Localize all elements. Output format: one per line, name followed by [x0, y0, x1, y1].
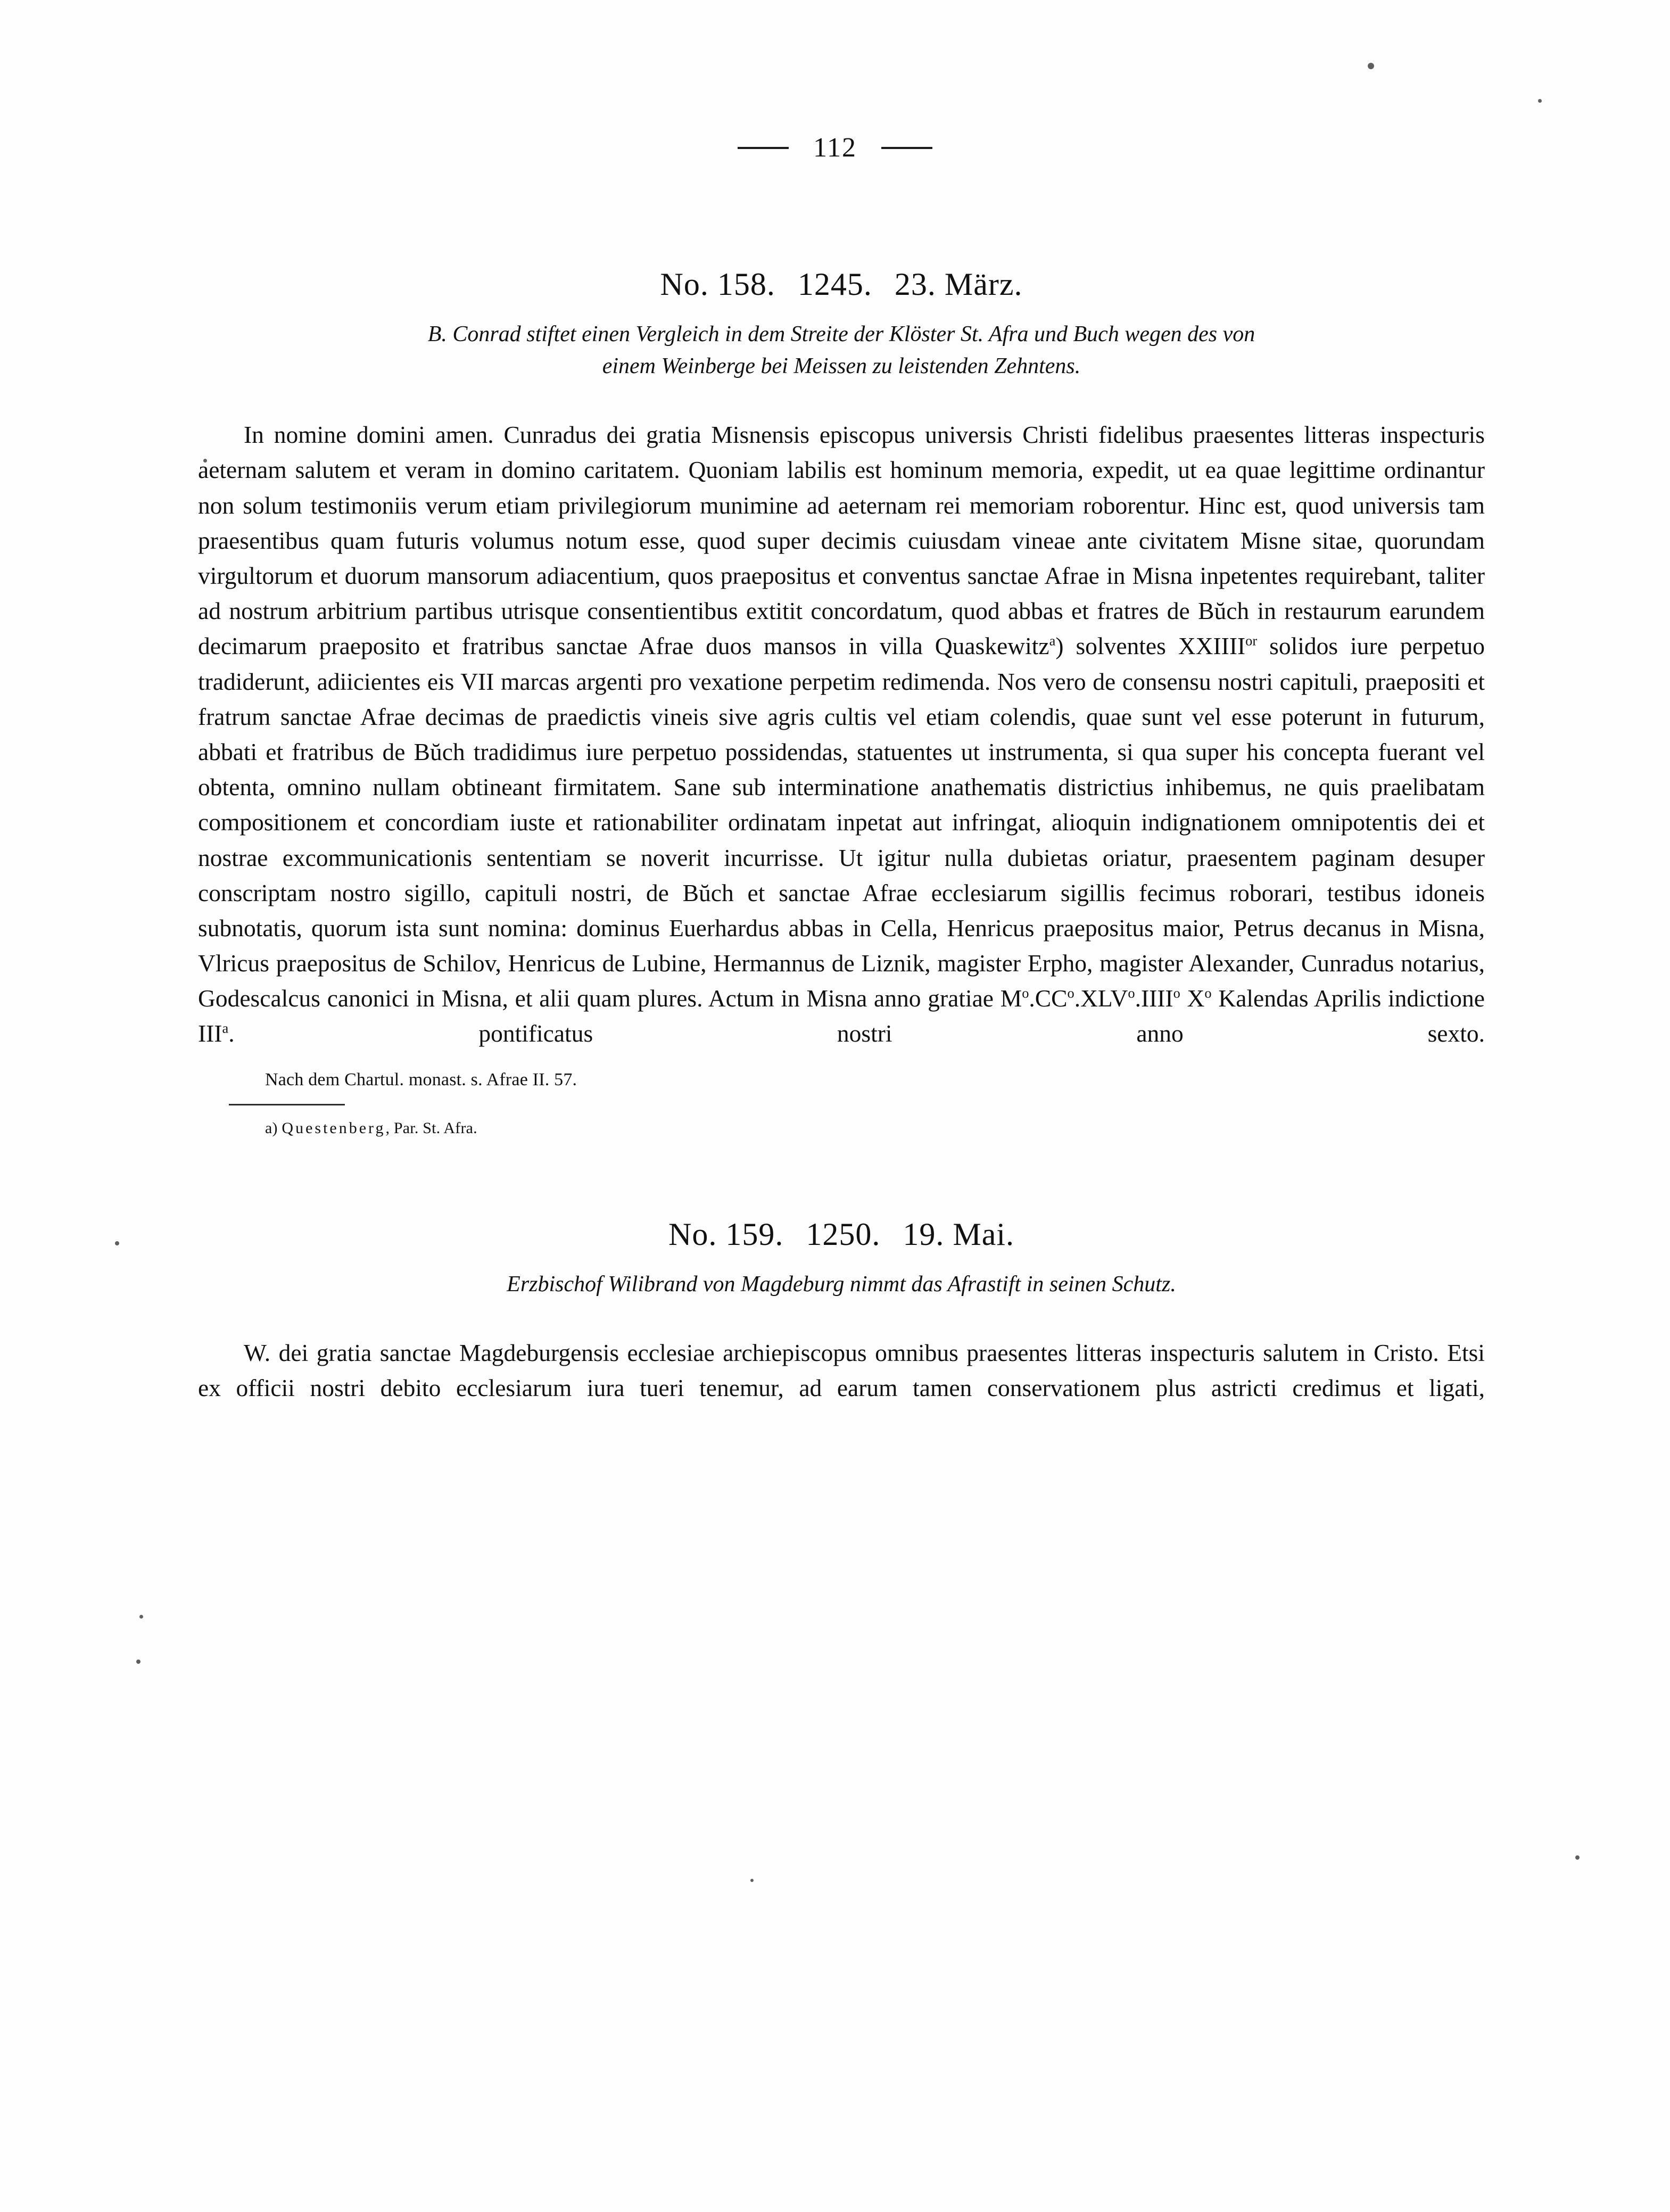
regest-line: B. Conrad stiftet einen Vergleich in dem Streite der Klöster St. Afra und Buch wegen des von	[427, 322, 1255, 346]
entry-regest-159	[198, 1269, 1485, 1301]
footnote-marker: a)	[265, 1119, 278, 1137]
scan-speck	[1368, 63, 1374, 69]
head-rule-right	[881, 147, 932, 149]
source-note-158: Nach dem Chartul. monast. s. Afrae II. 57.	[265, 1069, 577, 1090]
entry-date: 23. März.	[894, 267, 1023, 302]
entry-number: No. 159.	[668, 1216, 784, 1252]
entry-regest-158	[198, 319, 1485, 382]
regest-line: Erzbischof Wilibrand von Magdeburg nimmt das Afrastift in seinen Schutz.	[507, 1272, 1176, 1297]
entry-number: No. 158.	[660, 267, 775, 302]
scan-speck	[136, 1660, 140, 1664]
entry-body-158: In nomine domini amen. Cunradus dei gratia Misnensis episcopus universis Christi fidelibus praesentes litteras inspecturis aeternam salutem et veram in domino caritatem. Quoniam labilis est hominum memoria, expedit, ut ea quae legittime ordinantur non solum testimoniis verum etiam privilegiorum munimine ad aeternam rei memoriam roborentur. Hinc est, quod universis tam praesentibus quam futuris volumus notum esse, quod super decimis cuiusdam vineae ante civitatem Misne sitae, quorundam virgultorum et duorum mansorum adiacentium, quos praepositus et conventus sanctae Afrae in Misna inpetentes requirebant, taliter ad nostrum arbitrium partibus utrisque consentientibus extitit concordatum, quod abbas et fratres de Bŭch in restaurum earundem decimarum praeposito et fratribus sanctae Afrae duos mansos in villa Quaskewitz$^a$) solventes $XXIIII^{or}$ solidos iure perpetuo tradiderunt, adiicientes eis VII marcas argenti pro vexatione perpetim redimenda. Nos vero de consensu nostri capituli, praepositi et fratrum sanctae Afrae decimas de praedictis vineis sive agris cultis vel etiam colendis, quae sunt vel esse poterunt in futurum, abbati et fratribus de Bŭch tradidimus iure perpetuo possidendas, statuentes ut instrumenta, si qua super his concepta fuerant vel obtenta, omnino nullam obtineant firmitatem. Sane sub interminatione anathematis districtius inhibemus, ne quis praelibatam compositionem et concordiam iuste et rationabiliter ordinatam inpetat aut infringat, alioquin indignationem omnipotentis dei et nostrae excommunicationis sententiam se noverit incurrisse. Ut igitur nulla dubietas oriatur, praesentem paginam desuper conscriptam nostro sigillo, capituli nostri, de Bŭch et sanctae Afrae ecclesiarum sigillis fecimus roborari, testibus idoneis subnotatis, quorum ista sunt nomina: dominus Euerhardus abbas in Cella, Henricus praepositus maior, Petrus decanus in Misna, Vlricus praepositus de Schilov, Henricus de Lubine, Hermannus de Liznik, magister Erpho, magister Alexander, Cunradus notarius, Godescalcus canonici in Misna, et alii quam plures. Actum in Misna anno gratiae $M^o.CC^o.XLV^o.IIII^o$ $X^o$ Kalendas Aprilis indictione III$^a$. pontificatus nostri anno sexto.	[198, 421, 1485, 1047]
footnote-rest: , Par. St. Afra.	[385, 1119, 477, 1137]
scan-speck	[139, 1615, 143, 1619]
entry-year: 1245.	[797, 267, 872, 302]
entry-heading-158	[198, 266, 1485, 303]
document-entry-159	[198, 1216, 1485, 1406]
running-head	[0, 132, 1670, 163]
regest-line: einem Weinberge bei Meissen zu leistenden Zehntens.	[602, 353, 1081, 378]
text-column	[198, 266, 1485, 1406]
scan-speck	[115, 1241, 119, 1245]
scan-speck	[750, 1879, 754, 1882]
head-rule-left	[738, 147, 789, 149]
entry-year: 1250.	[806, 1216, 881, 1252]
scan-speck	[1575, 1855, 1580, 1860]
entry-heading-159	[198, 1216, 1485, 1253]
page-number: 112	[813, 133, 857, 163]
scan-speck	[1538, 99, 1542, 103]
footnote-158-a	[265, 1119, 1485, 1137]
entry-body-159: W. dei gratia sanctae Magdeburgensis ecclesiae archiepiscopus omnibus praesentes litteras inspecturis salutem in Cristo. Etsi ex officii nostri debito ecclesiarum iura tueri tenemur, ad earum tamen conservationem plus astricti credimus et ligati,	[198, 1339, 1485, 1402]
footnote-separator	[229, 1104, 345, 1105]
document-entry-158	[198, 266, 1485, 1137]
entry-date: 19. Mai.	[903, 1216, 1014, 1252]
footnote-place-name: Questenberg	[282, 1119, 386, 1137]
